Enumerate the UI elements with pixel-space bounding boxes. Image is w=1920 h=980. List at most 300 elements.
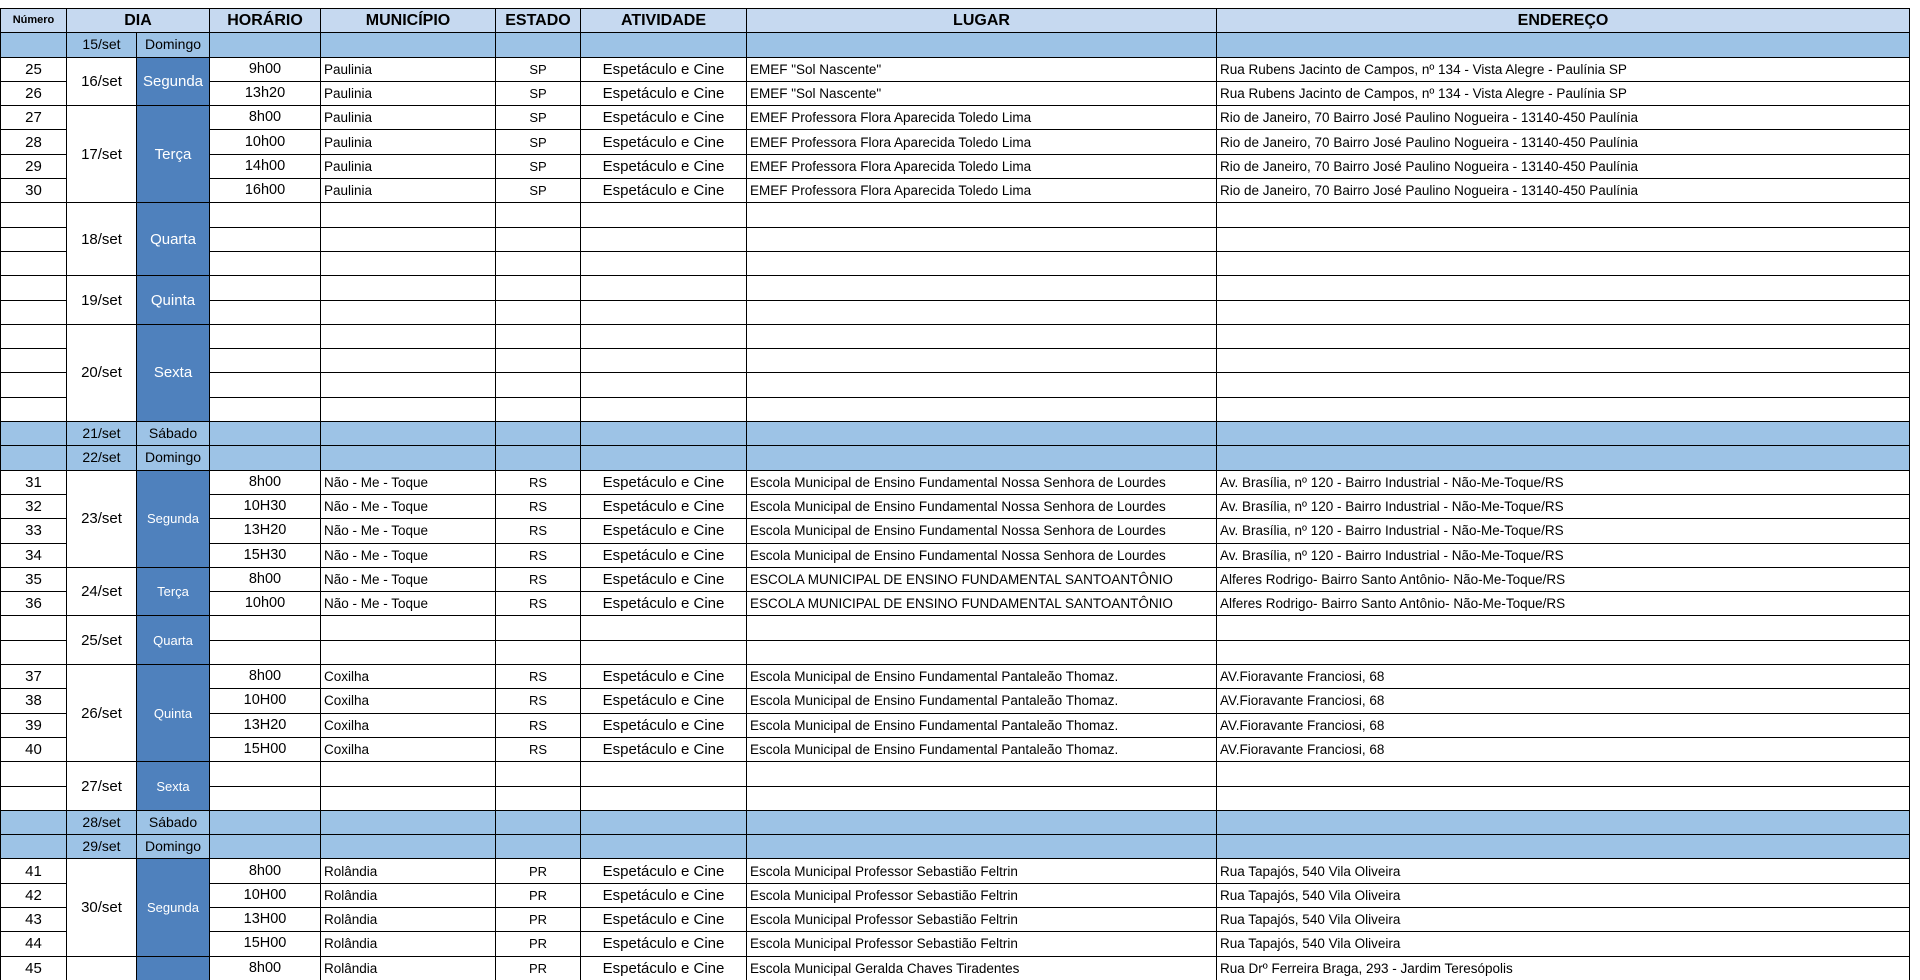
cell-estado[interactable] [496,616,581,640]
cell-estado[interactable] [496,251,581,275]
cell-weekday[interactable]: Segunda [137,57,210,106]
cell-lugar[interactable] [747,786,1217,810]
cell-horario[interactable]: 13h20 [210,81,321,105]
cell-weekday[interactable]: Sexta [137,762,210,811]
cell-empty[interactable] [210,33,321,57]
cell-endereco[interactable] [1217,349,1910,373]
cell-lugar[interactable] [747,762,1217,786]
cell-municipio[interactable] [321,227,496,251]
cell-municipio[interactable]: Rolândia [321,956,496,980]
cell-estado[interactable]: PR [496,883,581,907]
cell-endereco[interactable]: Av. Brasília, nº 120 - Bairro Industrial - Não-Me-Toque/RS [1217,543,1910,567]
cell-atividade[interactable] [581,276,747,300]
cell-numero[interactable]: 35 [1,567,67,591]
cell-estado[interactable] [496,640,581,664]
cell-empty[interactable] [321,446,496,470]
cell-empty[interactable] [581,33,747,57]
cell-atividade[interactable]: Espetáculo e Cine [581,567,747,591]
cell-atividade[interactable] [581,373,747,397]
cell-empty[interactable] [1217,810,1910,834]
cell-atividade[interactable]: Espetáculo e Cine [581,713,747,737]
cell-numero[interactable] [1,276,67,300]
cell-empty[interactable] [496,810,581,834]
cell-empty[interactable] [496,33,581,57]
cell-empty[interactable] [1217,446,1910,470]
cell-date[interactable]: 25/set [67,616,137,665]
cell-lugar[interactable]: Escola Municipal Professor Sebastião Feltrin [747,883,1217,907]
cell-atividade[interactable]: Espetáculo e Cine [581,106,747,130]
cell-empty[interactable] [210,446,321,470]
cell-numero[interactable] [1,373,67,397]
cell-endereco[interactable]: Rua Rubens Jacinto de Campos, nº 134 - Vista Alegre - Paulínia SP [1217,81,1910,105]
cell-numero[interactable]: 45 [1,956,67,980]
cell-date[interactable]: 24/set [67,567,137,616]
cell-empty[interactable] [496,446,581,470]
cell-lugar[interactable]: Escola Municipal de Ensino Fundamental Pantaleão Thomaz. [747,737,1217,761]
cell-empty[interactable] [581,446,747,470]
cell-numero[interactable]: 34 [1,543,67,567]
cell-numero[interactable]: 32 [1,494,67,518]
cell-horario[interactable]: 8h00 [210,665,321,689]
cell-municipio[interactable] [321,762,496,786]
cell-weekday[interactable]: Quarta [137,616,210,665]
cell-estado[interactable]: SP [496,81,581,105]
cell-municipio[interactable]: Coxilha [321,689,496,713]
cell-weekday[interactable]: Segunda [137,859,210,956]
cell-atividade[interactable] [581,640,747,664]
cell-municipio[interactable]: Não - Me - Toque [321,494,496,518]
cell-municipio[interactable]: Coxilha [321,737,496,761]
cell-estado[interactable]: RS [496,713,581,737]
cell-empty[interactable] [496,835,581,859]
cell-estado[interactable] [496,300,581,324]
cell-lugar[interactable]: Escola Municipal de Ensino Fundamental Nossa Senhora de Lourdes [747,519,1217,543]
cell-municipio[interactable] [321,640,496,664]
cell-date[interactable]: 17/set [67,106,137,203]
cell-municipio[interactable]: Paulinia [321,179,496,203]
cell-empty[interactable] [321,422,496,446]
cell-endereco[interactable] [1217,324,1910,348]
cell-empty[interactable] [747,835,1217,859]
cell-estado[interactable] [496,349,581,373]
cell-horario[interactable]: 8h00 [210,567,321,591]
cell-endereco[interactable]: AV.Fioravante Franciosi, 68 [1217,665,1910,689]
cell-lugar[interactable] [747,251,1217,275]
cell-estado[interactable]: PR [496,859,581,883]
cell-empty[interactable] [747,446,1217,470]
cell-weekday[interactable]: Sexta [137,324,210,421]
cell-estado[interactable]: PR [496,956,581,980]
cell-numero[interactable] [1,446,67,470]
cell-empty[interactable] [321,835,496,859]
cell-lugar[interactable]: Escola Municipal Geralda Chaves Tiradentes [747,956,1217,980]
cell-numero[interactable]: 36 [1,592,67,616]
cell-horario[interactable]: 10h00 [210,130,321,154]
cell-endereco[interactable]: Av. Brasília, nº 120 - Bairro Industrial - Não-Me-Toque/RS [1217,519,1910,543]
cell-endereco[interactable] [1217,373,1910,397]
cell-lugar[interactable] [747,203,1217,227]
cell-estado[interactable]: SP [496,57,581,81]
cell-municipio[interactable]: Não - Me - Toque [321,470,496,494]
cell-lugar[interactable]: ESCOLA MUNICIPAL DE ENSINO FUNDAMENTAL SANTOANTÔNIO [747,592,1217,616]
cell-atividade[interactable] [581,349,747,373]
cell-endereco[interactable] [1217,276,1910,300]
cell-horario[interactable]: 13H20 [210,713,321,737]
cell-date[interactable] [67,956,137,980]
cell-municipio[interactable]: Não - Me - Toque [321,543,496,567]
cell-horario[interactable]: 15H00 [210,737,321,761]
cell-atividade[interactable]: Espetáculo e Cine [581,81,747,105]
cell-municipio[interactable]: Paulinia [321,57,496,81]
cell-numero[interactable]: 30 [1,179,67,203]
cell-municipio[interactable]: Não - Me - Toque [321,567,496,591]
cell-endereco[interactable]: Rua Tapajós, 540 Vila Oliveira [1217,907,1910,931]
cell-municipio[interactable]: Coxilha [321,713,496,737]
cell-endereco[interactable]: Alferes Rodrigo- Bairro Santo Antônio- Não-Me-Toque/RS [1217,592,1910,616]
cell-lugar[interactable]: ESCOLA MUNICIPAL DE ENSINO FUNDAMENTAL SANTOANTÔNIO [747,567,1217,591]
cell-horario[interactable]: 8h00 [210,470,321,494]
cell-lugar[interactable] [747,324,1217,348]
cell-empty[interactable] [581,810,747,834]
cell-empty[interactable] [210,422,321,446]
cell-lugar[interactable]: Escola Municipal de Ensino Fundamental Pantaleão Thomaz. [747,713,1217,737]
cell-municipio[interactable]: Coxilha [321,665,496,689]
header-estado[interactable]: ESTADO [496,9,581,33]
cell-numero[interactable] [1,324,67,348]
cell-atividade[interactable] [581,203,747,227]
cell-estado[interactable]: SP [496,106,581,130]
cell-endereco[interactable]: Rua Drº Ferreira Braga, 293 - Jardim Teresópolis [1217,956,1910,980]
header-endereco[interactable]: ENDEREÇO [1217,9,1910,33]
cell-empty[interactable] [496,422,581,446]
cell-numero[interactable]: 31 [1,470,67,494]
cell-numero[interactable]: 29 [1,154,67,178]
cell-lugar[interactable]: Escola Municipal de Ensino Fundamental Nossa Senhora de Lourdes [747,543,1217,567]
cell-numero[interactable]: 42 [1,883,67,907]
cell-weekday[interactable]: Terça [137,567,210,616]
cell-atividade[interactable] [581,397,747,421]
cell-lugar[interactable] [747,300,1217,324]
cell-atividade[interactable]: Espetáculo e Cine [581,737,747,761]
cell-numero[interactable]: 26 [1,81,67,105]
cell-weekday[interactable] [137,956,210,980]
cell-numero[interactable] [1,227,67,251]
cell-empty[interactable] [1217,33,1910,57]
cell-atividade[interactable] [581,251,747,275]
cell-atividade[interactable]: Espetáculo e Cine [581,57,747,81]
cell-horario[interactable] [210,786,321,810]
cell-endereco[interactable]: Rio de Janeiro, 70 Bairro José Paulino Nogueira - 13140-450 Paulínia [1217,106,1910,130]
cell-numero[interactable] [1,203,67,227]
cell-estado[interactable]: SP [496,154,581,178]
cell-date[interactable]: 30/set [67,859,137,956]
cell-numero[interactable]: 41 [1,859,67,883]
cell-municipio[interactable]: Rolândia [321,859,496,883]
cell-horario[interactable] [210,227,321,251]
cell-numero[interactable] [1,300,67,324]
cell-atividade[interactable]: Espetáculo e Cine [581,956,747,980]
cell-endereco[interactable] [1217,227,1910,251]
cell-endereco[interactable] [1217,786,1910,810]
cell-lugar[interactable] [747,397,1217,421]
cell-municipio[interactable]: Paulinia [321,130,496,154]
cell-weekday[interactable]: Segunda [137,470,210,567]
cell-weekday[interactable]: Quinta [137,665,210,762]
cell-municipio[interactable]: Rolândia [321,932,496,956]
cell-lugar[interactable]: Escola Municipal Professor Sebastião Feltrin [747,907,1217,931]
cell-empty[interactable] [1217,422,1910,446]
cell-atividade[interactable] [581,762,747,786]
cell-estado[interactable] [496,203,581,227]
cell-municipio[interactable] [321,276,496,300]
cell-empty[interactable] [747,810,1217,834]
header-lugar[interactable]: LUGAR [747,9,1217,33]
cell-numero[interactable] [1,762,67,786]
cell-atividade[interactable]: Espetáculo e Cine [581,154,747,178]
cell-municipio[interactable]: Rolândia [321,883,496,907]
cell-horario[interactable] [210,276,321,300]
cell-date[interactable]: 20/set [67,324,137,421]
cell-date[interactable]: 23/set [67,470,137,567]
cell-empty[interactable] [747,33,1217,57]
cell-numero[interactable] [1,422,67,446]
cell-estado[interactable]: RS [496,665,581,689]
cell-lugar[interactable]: Escola Municipal de Ensino Fundamental Nossa Senhora de Lourdes [747,494,1217,518]
cell-endereco[interactable]: Rio de Janeiro, 70 Bairro José Paulino Nogueira - 13140-450 Paulínia [1217,130,1910,154]
cell-numero[interactable]: 40 [1,737,67,761]
cell-horario[interactable]: 13H00 [210,907,321,931]
cell-endereco[interactable]: Av. Brasília, nº 120 - Bairro Industrial - Não-Me-Toque/RS [1217,470,1910,494]
cell-municipio[interactable] [321,786,496,810]
cell-atividade[interactable] [581,324,747,348]
cell-weekday[interactable]: Domingo [137,835,210,859]
cell-atividade[interactable]: Espetáculo e Cine [581,907,747,931]
cell-endereco[interactable]: AV.Fioravante Franciosi, 68 [1217,713,1910,737]
cell-horario[interactable]: 15H30 [210,543,321,567]
cell-municipio[interactable] [321,349,496,373]
cell-horario[interactable]: 10H00 [210,883,321,907]
header-horario[interactable]: HORÁRIO [210,9,321,33]
cell-municipio[interactable]: Paulinia [321,81,496,105]
cell-empty[interactable] [1217,835,1910,859]
cell-numero[interactable] [1,810,67,834]
cell-endereco[interactable]: Rua Rubens Jacinto de Campos, nº 134 - Vista Alegre - Paulínia SP [1217,57,1910,81]
cell-empty[interactable] [210,810,321,834]
cell-atividade[interactable] [581,300,747,324]
cell-numero[interactable]: 43 [1,907,67,931]
cell-date[interactable]: 27/set [67,762,137,811]
cell-numero[interactable] [1,349,67,373]
cell-endereco[interactable] [1217,251,1910,275]
cell-atividade[interactable]: Espetáculo e Cine [581,883,747,907]
cell-estado[interactable] [496,762,581,786]
header-numero[interactable]: Número [1,9,67,33]
cell-lugar[interactable]: Escola Municipal de Ensino Fundamental Pantaleão Thomaz. [747,665,1217,689]
cell-atividade[interactable]: Espetáculo e Cine [581,179,747,203]
cell-horario[interactable]: 8h00 [210,106,321,130]
cell-estado[interactable] [496,786,581,810]
header-atividade[interactable]: ATIVIDADE [581,9,747,33]
cell-lugar[interactable]: Escola Municipal Professor Sebastião Feltrin [747,859,1217,883]
cell-lugar[interactable] [747,276,1217,300]
cell-atividade[interactable] [581,786,747,810]
cell-numero[interactable]: 37 [1,665,67,689]
cell-numero[interactable]: 25 [1,57,67,81]
cell-weekday[interactable]: Sábado [137,422,210,446]
cell-lugar[interactable]: Escola Municipal Professor Sebastião Feltrin [747,932,1217,956]
cell-atividade[interactable]: Espetáculo e Cine [581,592,747,616]
cell-weekday[interactable]: Domingo [137,446,210,470]
cell-municipio[interactable] [321,203,496,227]
cell-endereco[interactable]: AV.Fioravante Franciosi, 68 [1217,689,1910,713]
cell-lugar[interactable]: Escola Municipal de Ensino Fundamental Nossa Senhora de Lourdes [747,470,1217,494]
cell-lugar[interactable] [747,640,1217,664]
cell-horario[interactable] [210,324,321,348]
cell-estado[interactable]: SP [496,130,581,154]
cell-atividade[interactable]: Espetáculo e Cine [581,859,747,883]
cell-municipio[interactable] [321,251,496,275]
cell-horario[interactable] [210,373,321,397]
cell-endereco[interactable]: Rio de Janeiro, 70 Bairro José Paulino Nogueira - 13140-450 Paulínia [1217,154,1910,178]
cell-date[interactable]: 26/set [67,665,137,762]
cell-horario[interactable]: 8h00 [210,859,321,883]
header-municipio[interactable]: MUNICÍPIO [321,9,496,33]
cell-endereco[interactable]: Av. Brasília, nº 120 - Bairro Industrial - Não-Me-Toque/RS [1217,494,1910,518]
cell-horario[interactable]: 13H20 [210,519,321,543]
cell-endereco[interactable] [1217,616,1910,640]
cell-date[interactable]: 18/set [67,203,137,276]
cell-numero[interactable] [1,835,67,859]
cell-endereco[interactable] [1217,762,1910,786]
cell-weekday[interactable]: Terça [137,106,210,203]
cell-atividade[interactable]: Espetáculo e Cine [581,543,747,567]
cell-horario[interactable]: 10h00 [210,592,321,616]
cell-estado[interactable]: RS [496,592,581,616]
cell-date[interactable]: 29/set [67,835,137,859]
cell-date[interactable]: 21/set [67,422,137,446]
cell-municipio[interactable] [321,616,496,640]
cell-endereco[interactable] [1217,640,1910,664]
cell-horario[interactable] [210,397,321,421]
cell-municipio[interactable] [321,324,496,348]
cell-numero[interactable]: 28 [1,130,67,154]
cell-estado[interactable] [496,373,581,397]
cell-lugar[interactable] [747,373,1217,397]
cell-endereco[interactable]: AV.Fioravante Franciosi, 68 [1217,737,1910,761]
cell-horario[interactable]: 15H00 [210,932,321,956]
cell-atividade[interactable]: Espetáculo e Cine [581,130,747,154]
cell-horario[interactable] [210,349,321,373]
cell-lugar[interactable]: EMEF Professora Flora Aparecida Toledo Lima [747,130,1217,154]
cell-horario[interactable] [210,616,321,640]
cell-horario[interactable]: 10H30 [210,494,321,518]
cell-endereco[interactable] [1217,300,1910,324]
cell-weekday[interactable]: Quarta [137,203,210,276]
cell-atividade[interactable]: Espetáculo e Cine [581,932,747,956]
cell-horario[interactable]: 14h00 [210,154,321,178]
cell-numero[interactable] [1,640,67,664]
cell-horario[interactable] [210,640,321,664]
cell-estado[interactable]: RS [496,494,581,518]
cell-atividade[interactable] [581,227,747,251]
cell-horario[interactable] [210,300,321,324]
cell-date[interactable]: 22/set [67,446,137,470]
cell-estado[interactable]: RS [496,737,581,761]
cell-empty[interactable] [321,810,496,834]
cell-estado[interactable]: RS [496,689,581,713]
cell-atividade[interactable]: Espetáculo e Cine [581,519,747,543]
cell-municipio[interactable]: Não - Me - Toque [321,519,496,543]
cell-estado[interactable]: PR [496,932,581,956]
cell-horario[interactable] [210,762,321,786]
cell-lugar[interactable] [747,227,1217,251]
cell-empty[interactable] [581,422,747,446]
cell-numero[interactable] [1,786,67,810]
cell-numero[interactable] [1,616,67,640]
cell-numero[interactable]: 27 [1,106,67,130]
cell-numero[interactable]: 38 [1,689,67,713]
cell-estado[interactable]: RS [496,519,581,543]
cell-municipio[interactable]: Paulinia [321,106,496,130]
cell-estado[interactable] [496,227,581,251]
cell-lugar[interactable]: EMEF Professora Flora Aparecida Toledo Lima [747,106,1217,130]
cell-lugar[interactable]: EMEF "Sol Nascente" [747,81,1217,105]
cell-municipio[interactable]: Não - Me - Toque [321,592,496,616]
cell-atividade[interactable]: Espetáculo e Cine [581,494,747,518]
cell-municipio[interactable] [321,373,496,397]
cell-horario[interactable]: 16h00 [210,179,321,203]
cell-lugar[interactable] [747,349,1217,373]
cell-date[interactable]: 19/set [67,276,137,325]
cell-horario[interactable]: 8h00 [210,956,321,980]
cell-lugar[interactable]: EMEF Professora Flora Aparecida Toledo Lima [747,179,1217,203]
cell-lugar[interactable]: EMEF Professora Flora Aparecida Toledo Lima [747,154,1217,178]
cell-endereco[interactable]: Rua Tapajós, 540 Vila Oliveira [1217,932,1910,956]
cell-estado[interactable] [496,324,581,348]
cell-horario[interactable] [210,251,321,275]
cell-date[interactable]: 28/set [67,810,137,834]
cell-estado[interactable]: SP [496,179,581,203]
cell-estado[interactable] [496,276,581,300]
cell-horario[interactable]: 9h00 [210,57,321,81]
cell-atividade[interactable]: Espetáculo e Cine [581,470,747,494]
cell-municipio[interactable] [321,397,496,421]
cell-numero[interactable] [1,33,67,57]
cell-atividade[interactable]: Espetáculo e Cine [581,665,747,689]
cell-municipio[interactable]: Rolândia [321,907,496,931]
cell-estado[interactable]: PR [496,907,581,931]
cell-horario[interactable]: 10H00 [210,689,321,713]
cell-date[interactable]: 15/set [67,33,137,57]
cell-lugar[interactable] [747,616,1217,640]
cell-weekday[interactable]: Domingo [137,33,210,57]
cell-endereco[interactable] [1217,397,1910,421]
cell-numero[interactable] [1,251,67,275]
cell-lugar[interactable]: Escola Municipal de Ensino Fundamental Pantaleão Thomaz. [747,689,1217,713]
cell-lugar[interactable]: EMEF "Sol Nascente" [747,57,1217,81]
cell-empty[interactable] [581,835,747,859]
cell-numero[interactable]: 44 [1,932,67,956]
cell-endereco[interactable]: Rua Tapajós, 540 Vila Oliveira [1217,883,1910,907]
cell-atividade[interactable]: Espetáculo e Cine [581,689,747,713]
cell-municipio[interactable] [321,300,496,324]
cell-date[interactable]: 16/set [67,57,137,106]
cell-weekday[interactable]: Quinta [137,276,210,325]
cell-endereco[interactable]: Rua Tapajós, 540 Vila Oliveira [1217,859,1910,883]
cell-endereco[interactable]: Rio de Janeiro, 70 Bairro José Paulino Nogueira - 13140-450 Paulínia [1217,179,1910,203]
cell-horario[interactable] [210,203,321,227]
cell-atividade[interactable] [581,616,747,640]
